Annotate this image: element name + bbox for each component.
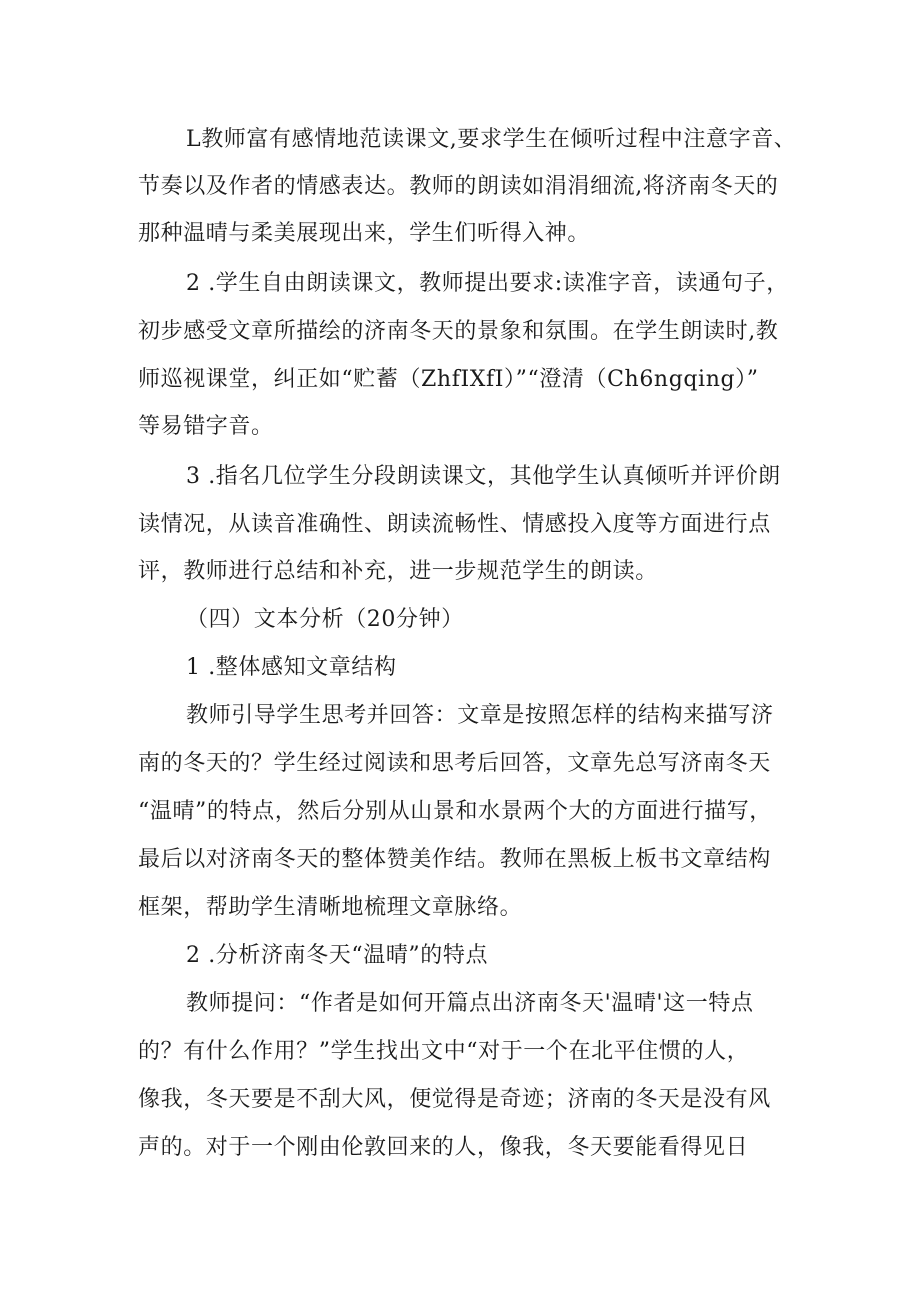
paragraph-3-line-3: 评，教师进行总结和补充，进一步规范学生的朗读。 (138, 559, 658, 584)
paragraph-4-line-4: 最后以对济南冬天的整体赞美作结。教师在黑板上板书文章结构 (138, 847, 771, 872)
paragraph-2-line-3: 师巡视课堂，纠正如“贮蓄（ZhfIXfI）”“澄清（Ch6ngqing）” (138, 367, 759, 392)
paragraph-5-line-3: 像我，冬天要是不刮大风，便觉得是奇迹；济南的冬天是没有风 (138, 1087, 771, 1112)
paragraph-3-line-2: 读情况，从读音准确性、朗读流畅性、情感投入度等方面进行点 (138, 512, 771, 537)
paragraph-4-line-2: 南的冬天的？学生经过阅读和思考后回答，文章先总写济南冬天 (138, 751, 771, 776)
paragraph-2-line-4: 等易错字音。 (138, 414, 274, 439)
subheading-1: 1 .整体感知文章结构 (186, 655, 397, 680)
paragraph-1-line-2: 节奏以及作者的情感表达。教师的朗读如涓涓细流,将济南冬天的 (138, 174, 779, 199)
paragraph-5-line-4: 声的。对于一个刚由伦敦回来的人，像我，冬天要能看得见日 (138, 1135, 749, 1160)
paragraph-5-line-1: 教师提问：“作者是如何开篇点出济南冬天'温晴'这一特点 (186, 991, 754, 1016)
paragraph-2-line-1: 2 .学生自由朗读课文，教师提出要求:读准字音，读通句子， (186, 271, 789, 296)
paragraph-4-line-5: 框架，帮助学生清晰地梳理文章脉络。 (138, 895, 523, 920)
paragraph-4-line-1: 教师引导学生思考并回答：文章是按照怎样的结构来描写济 (186, 703, 774, 728)
paragraph-3-line-1: 3 .指名几位学生分段朗读课文，其他学生认真倾听并评价朗 (186, 464, 781, 489)
paragraph-1-line-1: L教师富有感情地范读课文,要求学生在倾听过程中注意字音、 (186, 127, 797, 152)
subheading-2: 2 .分析济南冬天“温晴”的特点 (186, 943, 489, 968)
paragraph-5-line-2: 的？有什么作用？”学生找出文中“对于一个在北平住惯的人， (138, 1039, 750, 1064)
paragraph-2-line-2: 初步感受文章所描绘的济南冬天的景象和氛围。在学生朗读时,教 (138, 319, 779, 344)
section-heading: （四）文本分析（20分钟） (186, 607, 464, 632)
paragraph-1-line-3: 那种温晴与柔美展现出来，学生们听得入神。 (138, 221, 591, 246)
paragraph-4-line-3: “温晴”的特点，然后分别从山景和水景两个大的方面进行描写， (138, 799, 772, 824)
